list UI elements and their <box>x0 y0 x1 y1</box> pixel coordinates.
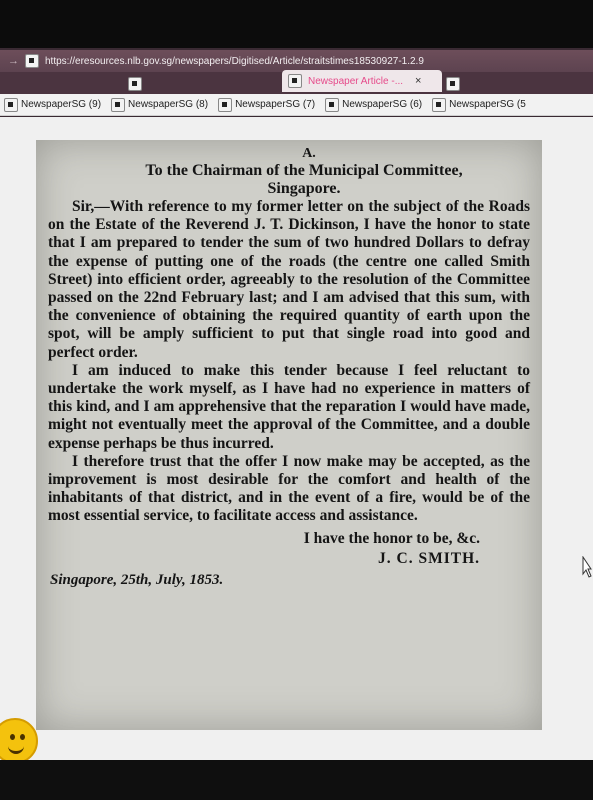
article-heading-line2: Singapore. <box>267 180 341 197</box>
pinned-tab-favicon-icon[interactable] <box>446 77 460 91</box>
bookmark-item[interactable] <box>111 98 208 112</box>
closing-line: I have the honor to be, &c. <box>303 529 480 547</box>
site-favicon-icon <box>25 54 39 68</box>
bookmark-favicon-icon <box>432 98 446 112</box>
bookmark-item[interactable] <box>432 98 526 112</box>
monitor-bezel-top <box>0 0 593 48</box>
mouse-cursor-icon <box>582 556 592 578</box>
close-icon[interactable]: × <box>415 75 422 87</box>
article-paragraph: I therefore trust that the offer I now make may be accepted, as the improvement is most desirable for the comfort and health of the inhabitants of that district, and in the event of a fire, would be of the most essential service, to facilitate access and assistance. <box>48 452 530 525</box>
bookmark-favicon-icon <box>4 98 18 112</box>
bookmark-item[interactable] <box>218 98 315 112</box>
dateline: Singapore, 25th, July, 1853. <box>50 571 224 588</box>
bookmark-label: NewspaperSG (5 <box>449 99 526 110</box>
newspaper-clipping <box>36 140 542 730</box>
bookmark-item[interactable] <box>4 98 101 112</box>
monitor-bezel-bottom <box>0 760 593 800</box>
address-bar[interactable] <box>0 50 593 72</box>
bookmark-label: NewspaperSG (6) <box>342 99 423 110</box>
article-heading-line1: To the Chairman of the Municipal Committee, <box>145 162 463 179</box>
emoji-mouth <box>8 743 24 754</box>
emoji-eye <box>10 734 15 740</box>
bookmark-favicon-icon <box>325 98 339 112</box>
forward-arrow-icon[interactable]: → <box>8 55 19 67</box>
article-paragraph: I am induced to make this tender because I feel reluctant to undertake the work myself, as I have had no experience in matters of this kind, and I am apprehensive that the reparation I would have made, might not eventually meet the approval of the Committee, and a double expense perhaps be thus incurred. <box>48 361 530 452</box>
bookmark-label: NewspaperSG (9) <box>21 99 102 110</box>
bookmark-label: NewspaperSG (7) <box>235 99 316 110</box>
article-marker: A. <box>302 146 316 161</box>
tab-title: Newspaper Article -... <box>308 75 404 87</box>
url-text[interactable]: https://eresources.nlb.gov.sg/newspapers/Digitised/Article/straitstimes18530927-1.2.9 <box>45 55 424 67</box>
bookmark-favicon-icon <box>111 98 125 112</box>
pinned-tab-favicon-icon[interactable] <box>128 77 142 91</box>
bookmark-favicon-icon <box>218 98 232 112</box>
bookmark-label: NewspaperSG (8) <box>128 99 209 110</box>
bookmarks-bar <box>0 94 593 116</box>
bookmark-item[interactable] <box>325 98 422 112</box>
tab-newspaper-article[interactable] <box>282 70 442 92</box>
tab-favicon-icon <box>288 74 302 88</box>
article-paragraph: Sir,—With reference to my former letter on the subject of the Roads on the Estate of the Reverend J. T. Dickinson, I have the honor to state that I am prepared to tender the sum of two hundred Dollars to defray the expense of putting one of the roads (the centre one called Smith Street) into efficient order, agreeably to the resolution of the Committee passed on the 22nd February last; and I am advised that this sum, with the convenience of obtaining the required quantity of earth upon the spot, will be amply sufficient to put that single road into good and perfect order. <box>48 198 530 361</box>
emoji-eye <box>20 734 25 740</box>
signature: J. C. SMITH. <box>378 549 480 567</box>
